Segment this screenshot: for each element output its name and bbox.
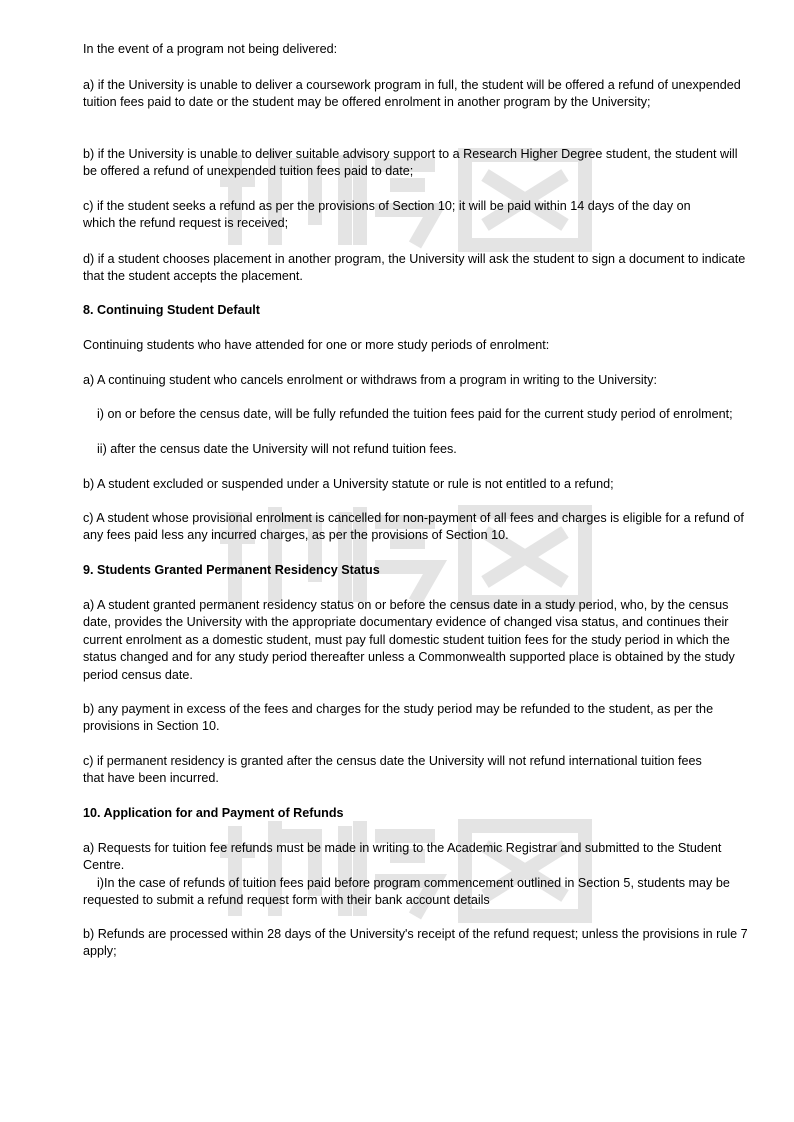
section-9-b: b) any payment in excess of the fees and charges for the study period may be refunded to the student, as per the provisions in Section 10.: [83, 702, 714, 734]
section-10-a-i: i)In the case of refunds of tuition fees paid before program commencement outlined in Section 5, students may be requested to submit a refund request form with their bank account details: [83, 876, 730, 908]
paragraph-a-program: a) if the University is unable to deliver a coursework program in full, the student will be offered a refund of unexpended tuition fees paid to date or the student may be offered enrolment in another program by the University;: [83, 78, 741, 110]
section-9-c: c) if permanent residency is granted after the census date the University will not refund international tuition fees that have been incurred.: [83, 754, 702, 786]
section-8-a: a) A continuing student who cancels enrolment or withdraws from a program in writing to the University:: [83, 373, 657, 387]
paragraph-c-program: c) if the student seeks a refund as per the provisions of Section 10; it will be paid within 14 days of the day on which the refund request is received;: [83, 199, 691, 231]
section-8-b: b) A student excluded or suspended under a University statute or rule is not entitled to a refund;: [83, 477, 614, 491]
section-8-a-i: i) on or before the census date, will be fully refunded the tuition fees paid for the current study period of enrolment;: [97, 407, 733, 421]
paragraph-b-program: b) if the University is unable to deliver suitable advisory support to a Research Higher Degree student, the student will be offered a refund of unexpended tuition fees paid to date;: [83, 147, 738, 179]
section-10-a: a) Requests for tuition fee refunds must be made in writing to the Academic Registrar and submitted to the Student Centre.: [83, 841, 722, 873]
section-8-intro: Continuing students who have attended for one or more study periods of enrolment:: [83, 338, 550, 352]
paragraph-d-program: d) if a student chooses placement in another program, the University will ask the student to sign a document to indicate that the student accepts the placement.: [83, 252, 746, 284]
section-8-a-ii: ii) after the census date the University will not refund tuition fees.: [97, 442, 457, 456]
intro-text: In the event of a program not being delivered:: [83, 42, 338, 56]
section-9-a: a) A student granted permanent residency status on or before the census date in a study period, who, by the census date, provides the University with the appropriate documentary evidence of changed visa status, and continues their current enrolment as a domestic student, must pay full domestic student tuition fees for the study period in which the status changed and for any study period thereafter unless a Commonwealth supported place is obtained by the study period census date.: [83, 598, 735, 682]
section-8-c: c) A student whose provisional enrolment is cancelled for non-payment of all fees and charges is eligible for a refund of any fees paid less any incurred charges, as per the provisions of Section 10.: [83, 511, 744, 543]
section-8-heading: 8. Continuing Student Default: [83, 303, 260, 317]
section-9-heading: 9. Students Granted Permanent Residency Status: [83, 563, 380, 577]
section-10-heading: 10. Application for and Payment of Refunds: [83, 806, 344, 820]
section-10-b: b) Refunds are processed within 28 days of the University's receipt of the refund request; unless the provisions in rule 7 apply;: [83, 927, 748, 959]
